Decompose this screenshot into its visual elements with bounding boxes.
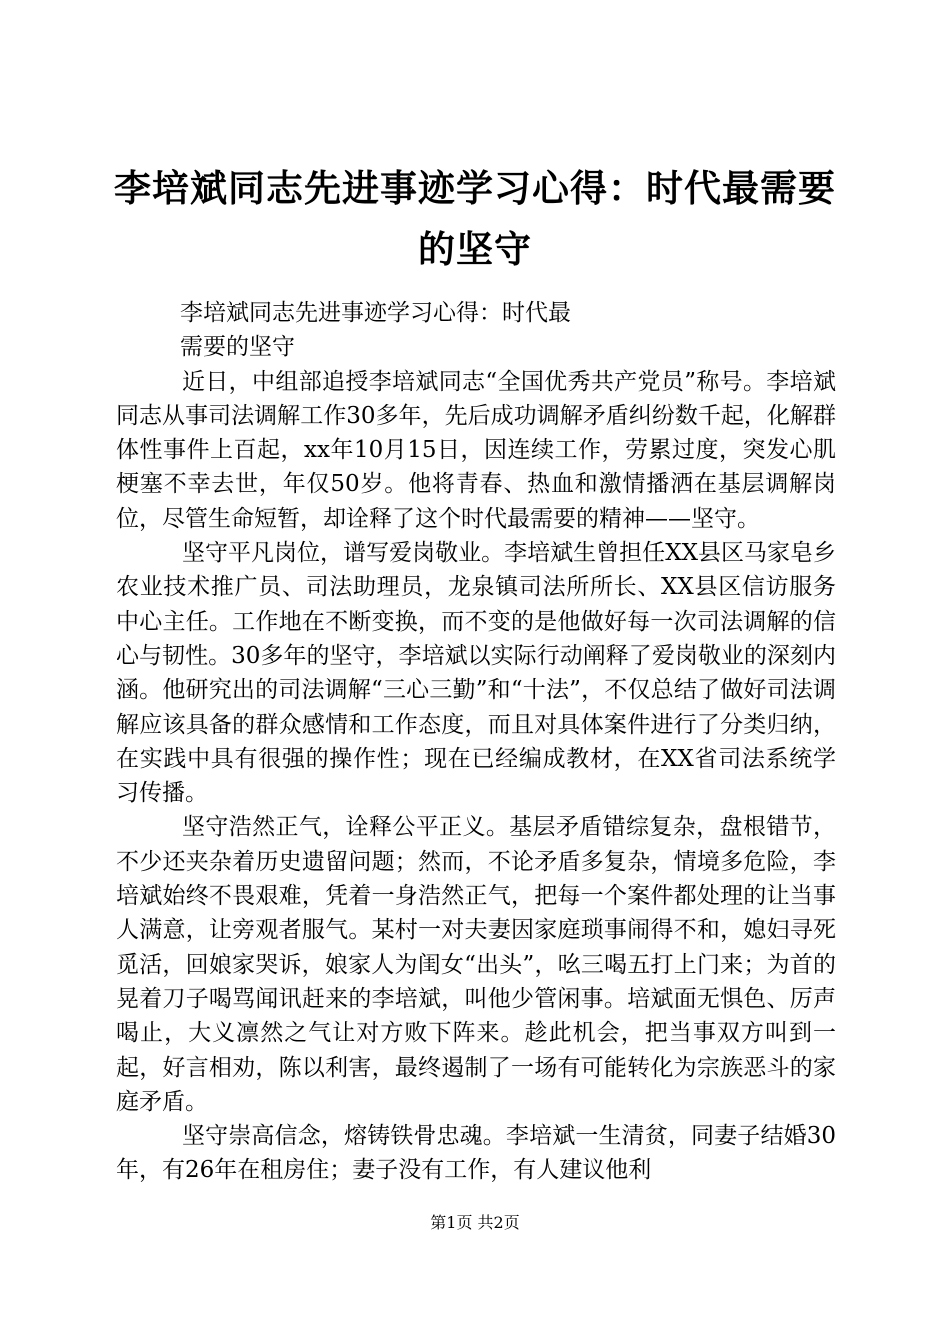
page-footer: 第1页 共2页 bbox=[430, 1213, 520, 1232]
paragraph: 坚守崇高信念，熔铸铁骨忠魂。李培斌一生清贫，同妻子结婚30年，有26年在租房住；妻子没有工作，有人建议他利 bbox=[116, 1123, 836, 1184]
paragraph: 坚守浩然正气，诠释公平正义。基层矛盾错综复杂，盘根错节，不少还夹杂着历史遗留问题；然而，不论矛盾多复杂，情境多危险，李培斌始终不畏艰难，凭着一身浩然正气，把每一个案件都处理的让当事人满意，让旁观者服气。某村一对夫妻因家庭琐事闹得不和，媳妇寻死觅活，回娘家哭诉，娘家人为闺女“出头”，吆三喝五打上门来；为首的晃着刀子喝骂闻讯赶来的李培斌，叫他少管闲事。培斌面无惧色、厉声喝止，大义凛然之气让对方败下阵来。趁此机会，把当事双方叫到一起，好言相劝，陈以利害，最终遏制了一场有可能转化为宗族恶斗的家庭矛盾。 bbox=[116, 814, 836, 1115]
subtitle-line-1: 李培斌同志先进事迹学习心得：时代最 bbox=[180, 300, 571, 326]
paragraph: 坚守平凡岗位，谱写爱岗敬业。李培斌生曾担任XX县区马家皂乡农业技术推广员、司法助理员，龙泉镇司法所所长、XX县区信访服务中心主任。工作地在不断变换，而不变的是他做好每一次司法调解的信心与韧性。30多年的坚守，李培斌以实际行动阐释了爱岗敬业的深刻内涵。他研究出的司法调解“三心三勤”和“十法”，不仅总结了做好司法调解应该具备的群众感情和工作态度，而且对具体案件进行了分类归纳，在实践中具有很强的操作性；现在已经编成教材，在XX省司法系统学习传播。 bbox=[116, 540, 836, 807]
paragraph: 近日，中组部追授李培斌同志“全国优秀共产党员”称号。李培斌同志从事司法调解工作30多年，先后成功调解矛盾纠纷数千起，化解群体性事件上百起，xx年10月15日，因连续工作，劳累过度，突发心肌梗塞不幸去世，年仅50岁。他将青春、热血和激情播洒在基层调解岗位，尽管生命短暂，却诠释了这个时代最需要的精神——坚守。 bbox=[116, 368, 836, 532]
subtitle-line-2: 需要的坚守 bbox=[180, 334, 295, 361]
document-title: 李培斌同志先进事迹学习心得：时代最需要的坚守 bbox=[114, 166, 836, 271]
document-body bbox=[116, 296, 836, 1188]
